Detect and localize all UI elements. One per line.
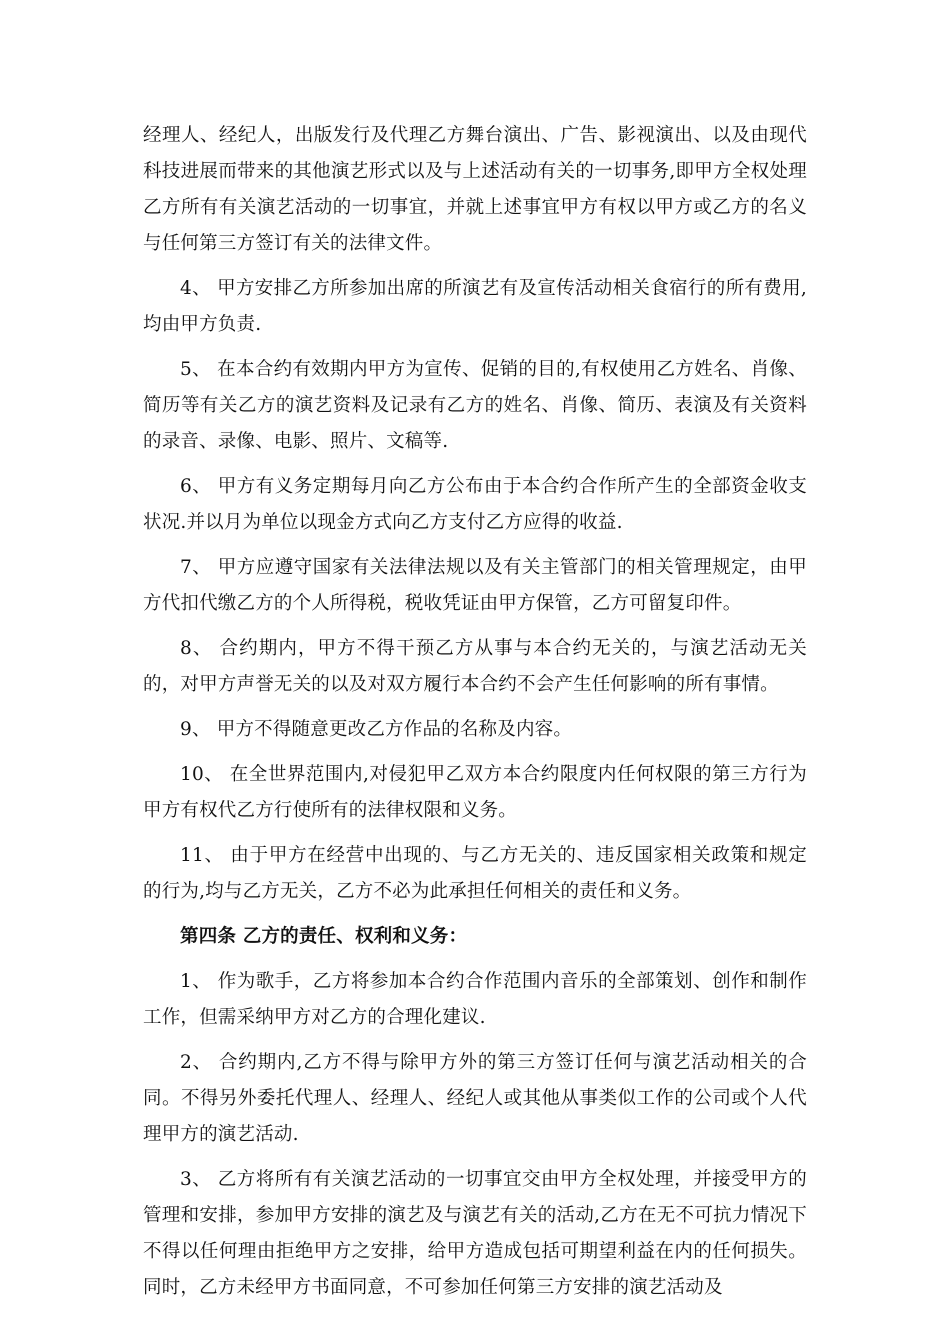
clause-11: 11、 由于甲方在经营中出现的、与乙方无关的、违反国家相关政策和规定的行为,均与乙方无关，乙方不必为此承担任何相关的责任和义务。 bbox=[143, 845, 807, 902]
paragraph-continuation: 经理人、经纪人，出版发行及代理乙方舞台演出、广告、影视演出、以及由现代科技进展而带来的其他演艺形式以及与上述活动有关的一切事务,即甲方全权处理乙方所有有关演艺活动的一切事宜，并就上述事宜甲方有权以甲方或乙方的名义与任何第三方签订有关的法律文件。 bbox=[143, 125, 807, 254]
document-body bbox=[143, 118, 807, 1315]
clause-10: 10、 在全世界范围内,对侵犯甲乙双方本合约限度内任何权限的第三方行为甲方有权代乙方行使所有的法律权限和义务。 bbox=[143, 764, 807, 821]
clause-6: 6、 甲方有义务定期每月向乙方公布由于本合约合作所产生的全部资金收支状况.并以月为单位以现金方式向乙方支付乙方应得的收益. bbox=[143, 476, 807, 533]
clause-4: 4、 甲方安排乙方所参加出席的所演艺有及宣传活动相关食宿行的所有费用,均由甲方负责. bbox=[143, 278, 807, 335]
clause-7: 7、 甲方应遵守国家有关法律法规以及有关主管部门的相关管理规定，由甲方代扣代缴乙方的个人所得税，税收凭证由甲方保管，乙方可留复印件。 bbox=[143, 557, 807, 614]
clause-5: 5、 在本合约有效期内甲方为宣传、促销的目的,有权使用乙方姓名、肖像、简历等有关乙方的演艺资料及记录有乙方的姓名、肖像、简历、表演及有关资料的录音、录像、电影、照片、文稿等. bbox=[143, 359, 807, 452]
clause-8: 8、 合约期内，甲方不得干预乙方从事与本合约无关的，与演艺活动无关的，对甲方声誉无关的以及对双方履行本合约不会产生任何影响的所有事情。 bbox=[143, 638, 807, 695]
article-4-clause-3: 3、 乙方将所有有关演艺活动的一切事宜交由甲方全权处理，并接受甲方的管理和安排，参加甲方安排的演艺及与演艺有关的活动,乙方在无不可抗力情况下不得以任何理由拒绝甲方之安排，给甲方造成包括可期望利益在内的任何损失。同时，乙方未经甲方书面同意，不可参加任何第三方安排的演艺活动及 bbox=[143, 1169, 807, 1298]
article-4-clause-1: 1、 作为歌手，乙方将参加本合约合作范围内音乐的全部策划、创作和制作工作，但需采纳甲方对乙方的合理化建议. bbox=[143, 971, 807, 1028]
article-4-clause-2: 2、 合约期内,乙方不得与除甲方外的第三方签订任何与演艺活动相关的合同。不得另外委托代理人、经理人、经纪人或其他从事类似工作的公司或个人代理甲方的演艺活动. bbox=[143, 1052, 807, 1145]
section-heading-article-4: 第四条 乙方的责任、权利和义务： bbox=[180, 926, 468, 947]
clause-9: 9、 甲方不得随意更改乙方作品的名称及内容。 bbox=[180, 719, 573, 740]
